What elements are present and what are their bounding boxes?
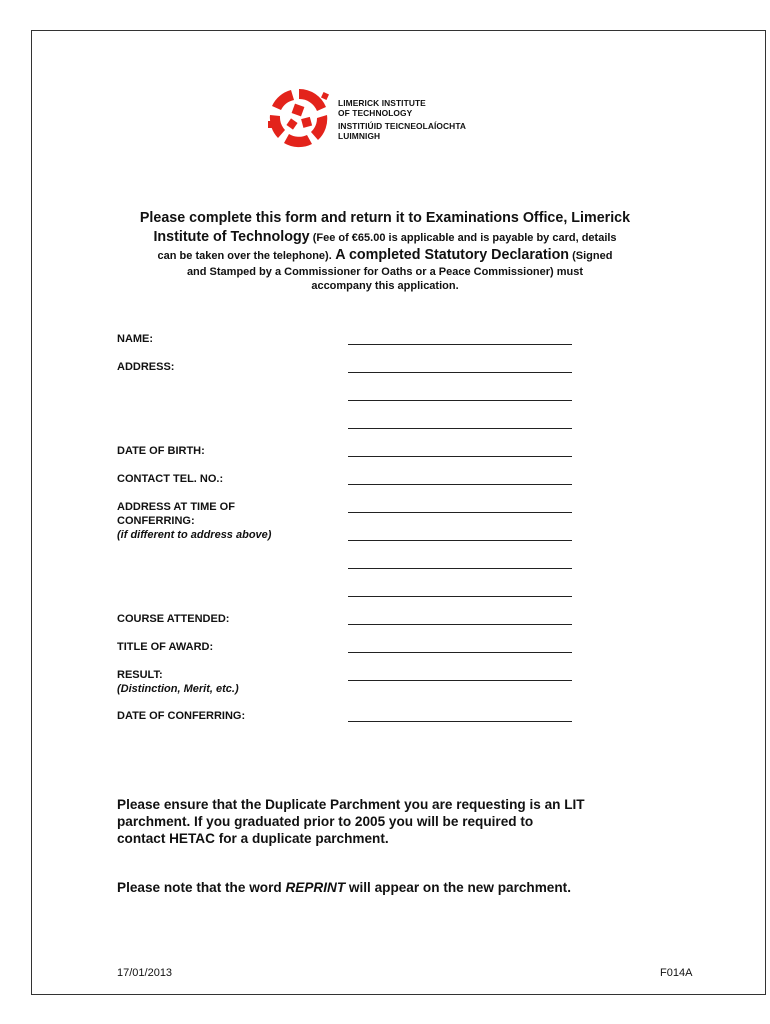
footer-form-code: F014A: [660, 967, 693, 979]
result-field[interactable]: [348, 680, 572, 681]
logo-line: LUIMNIGH: [338, 131, 381, 141]
address-conferring-label-line: CONFERRING:: [117, 515, 195, 527]
address-field-line-1[interactable]: [348, 372, 572, 373]
result-label: [117, 668, 239, 696]
date-of-conferring-field[interactable]: [348, 721, 572, 722]
reprint-notice-pre: Please note that the word: [117, 880, 286, 895]
address-conferring-note: (if different to address above): [117, 529, 272, 541]
course-attended-label: COURSE ATTENDED:: [117, 613, 230, 625]
statutory-declaration-text: A completed Statutory Declaration: [331, 247, 570, 263]
logo-text: [338, 98, 466, 141]
address-field-line-2[interactable]: [348, 400, 572, 401]
reprint-word: REPRINT: [285, 880, 346, 895]
logo-line: OF TECHNOLOGY: [338, 108, 413, 118]
notice-line: contact HETAC for a duplicate parchment.: [117, 831, 389, 846]
instructions-line: and Stamped by a Commissioner for Oaths or a Peace Commissioner) must: [186, 266, 584, 278]
instructions: [100, 209, 670, 293]
address-label: ADDRESS:: [117, 361, 175, 373]
address-conferring-field-line-1[interactable]: [348, 512, 572, 513]
date-of-conferring-label: DATE OF CONFERRING:: [117, 710, 246, 722]
instructions-line: [100, 247, 670, 265]
address-conferring-field-line-4[interactable]: [348, 596, 572, 597]
instructions-line: Please complete this form and return it to Examinations Office, Limerick: [139, 210, 631, 226]
footer-date: 17/01/2013: [117, 967, 173, 979]
result-note: (Distinction, Merit, etc.): [117, 683, 239, 695]
logo-line: INSTITIÚID TEICNEOLAÍOCHTA: [338, 121, 467, 131]
address-field-line-3[interactable]: [348, 428, 572, 429]
reprint-notice-post: will appear on the new parchment.: [345, 880, 571, 895]
result-label-text: RESULT:: [117, 669, 163, 681]
instructions-telephone: can be taken over the telephone).: [157, 250, 332, 262]
name-field[interactable]: [348, 344, 572, 345]
address-conferring-label: [117, 500, 271, 542]
address-conferring-field-line-2[interactable]: [348, 540, 572, 541]
instructions-line: [100, 228, 670, 247]
notice-line: parchment. If you graduated prior to 2005 you will be required to: [117, 814, 534, 829]
instructions-signed: (Signed: [569, 250, 613, 262]
contact-tel-label: CONTACT TEL. NO.:: [117, 473, 224, 485]
title-of-award-field[interactable]: [348, 652, 572, 653]
address-conferring-label-line: ADDRESS AT TIME OF: [117, 501, 235, 513]
address-conferring-field-line-3[interactable]: [348, 568, 572, 569]
name-label: NAME:: [117, 333, 154, 345]
instructions-bold: Institute of Technology: [153, 229, 310, 245]
course-attended-field[interactable]: [348, 624, 572, 625]
notice-line: Please ensure that the Duplicate Parchment you are requesting is an LIT: [117, 797, 585, 812]
reprint-notice: [117, 879, 571, 896]
date-of-birth-field[interactable]: [348, 456, 572, 457]
date-of-birth-label: DATE OF BIRTH:: [117, 445, 205, 457]
title-of-award-label: TITLE OF AWARD:: [117, 641, 214, 653]
logo-line: LIMERICK INSTITUTE: [338, 98, 426, 108]
instructions-fee: (Fee of €65.00 is applicable and is payable by card, details: [309, 232, 617, 244]
lit-logo-mark-icon: [266, 85, 332, 151]
duplicate-notice: [117, 796, 585, 847]
lit-logo: [266, 85, 486, 151]
contact-tel-field[interactable]: [348, 484, 572, 485]
instructions-line: accompany this application.: [311, 280, 459, 292]
